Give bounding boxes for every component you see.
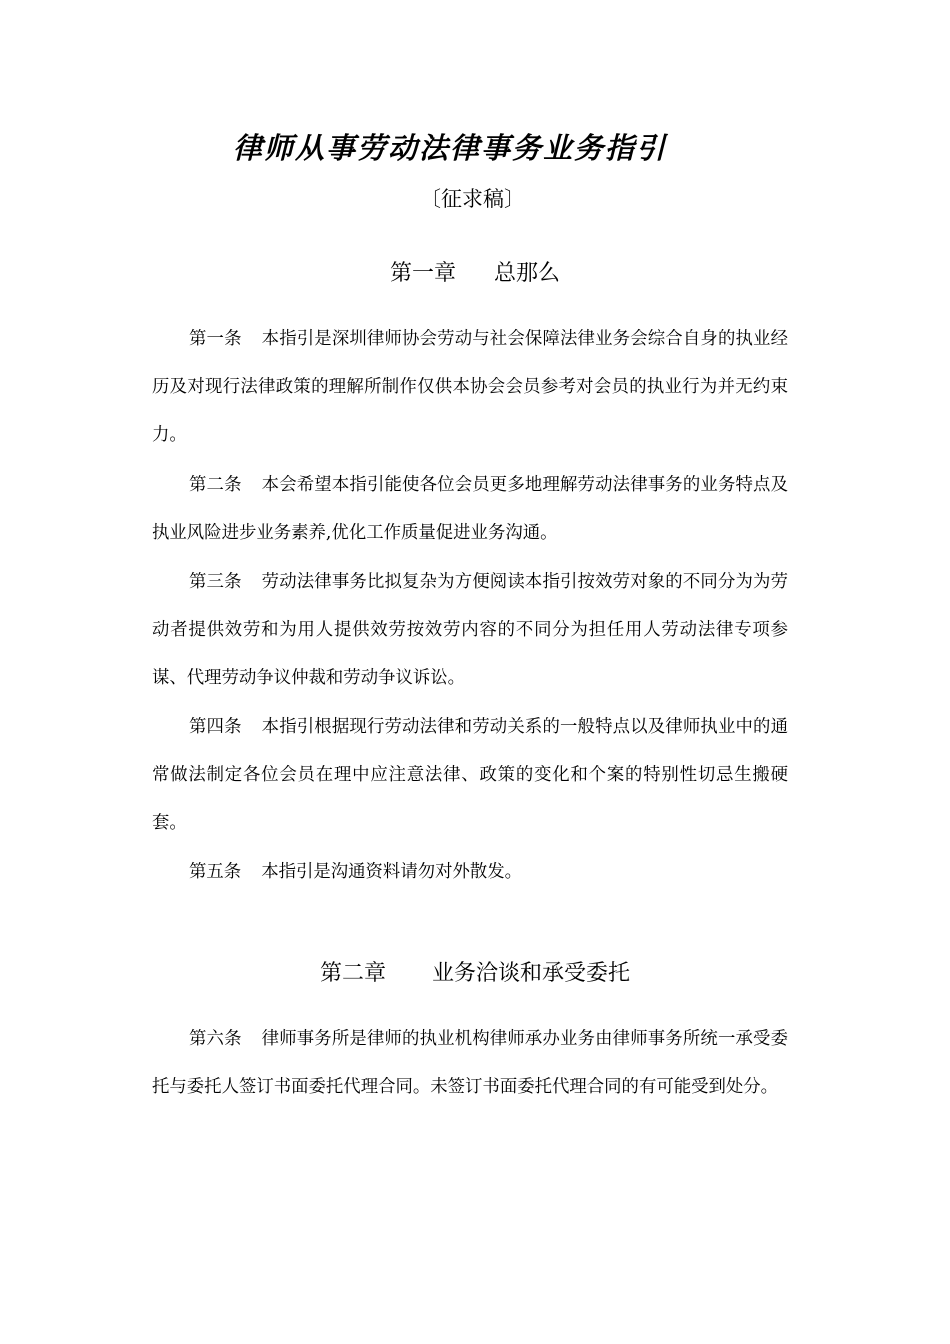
article-number: 第二条	[189, 475, 242, 495]
article-number: 第四条	[189, 717, 242, 737]
article	[152, 315, 788, 459]
article-text: 律师事务所是律师的执业机构律师承办业务由律师事务所统一承受委托与委托人签订书面委托代理合同。未签订书面委托代理合同的有可能受到处分。	[152, 1029, 788, 1097]
article-number: 第六条	[189, 1029, 242, 1049]
chapter-heading	[0, 956, 950, 992]
article-text: 劳动法律事务比拟复杂为方便阅读本指引按效劳对象的不同分为为劳动者提供效劳和为用人提供效劳按效劳内容的不同分为担任用人劳动法律专项参谋、代理劳动争议仲裁和劳动争议诉讼。	[152, 572, 788, 688]
chapter-number: 第二章	[319, 961, 386, 986]
article	[152, 461, 788, 557]
chapter-title: 总那么	[494, 261, 561, 286]
article	[152, 558, 788, 702]
document-title: 律师从事劳动法律事务业务指引	[232, 131, 667, 165]
article	[152, 703, 788, 847]
article-number: 第五条	[189, 862, 242, 882]
chapter-title: 业务洽谈和承受委托	[432, 961, 631, 986]
article-text: 本指引是沟通资料请勿对外散发。	[261, 862, 523, 882]
article-text: 本会希望本指引能使各位会员更多地理解劳动法律事务的业务特点及执业风险进步业务素养,优化工作质量促进业务沟通。	[152, 475, 788, 543]
chapter-heading	[0, 256, 950, 292]
article-text: 本指引根据现行劳动法律和劳动关系的一般特点以及律师执业中的通常做法制定各位会员在理中应注意法律、政策的变化和个案的特别性切忌生搬硬套。	[152, 717, 788, 833]
article-number: 第三条	[189, 572, 242, 592]
chapter-number: 第一章	[389, 261, 456, 286]
article-number: 第一条	[189, 329, 242, 349]
article	[152, 848, 788, 896]
article-text: 本指引是深圳律师协会劳动与社会保障法律业务会综合自身的执业经历及对现行法律政策的理解所制作仅供本协会会员参考对会员的执业行为并无约束力。	[152, 329, 788, 445]
document-subtitle: 〔征求稿〕	[420, 187, 525, 211]
article	[152, 1015, 788, 1111]
